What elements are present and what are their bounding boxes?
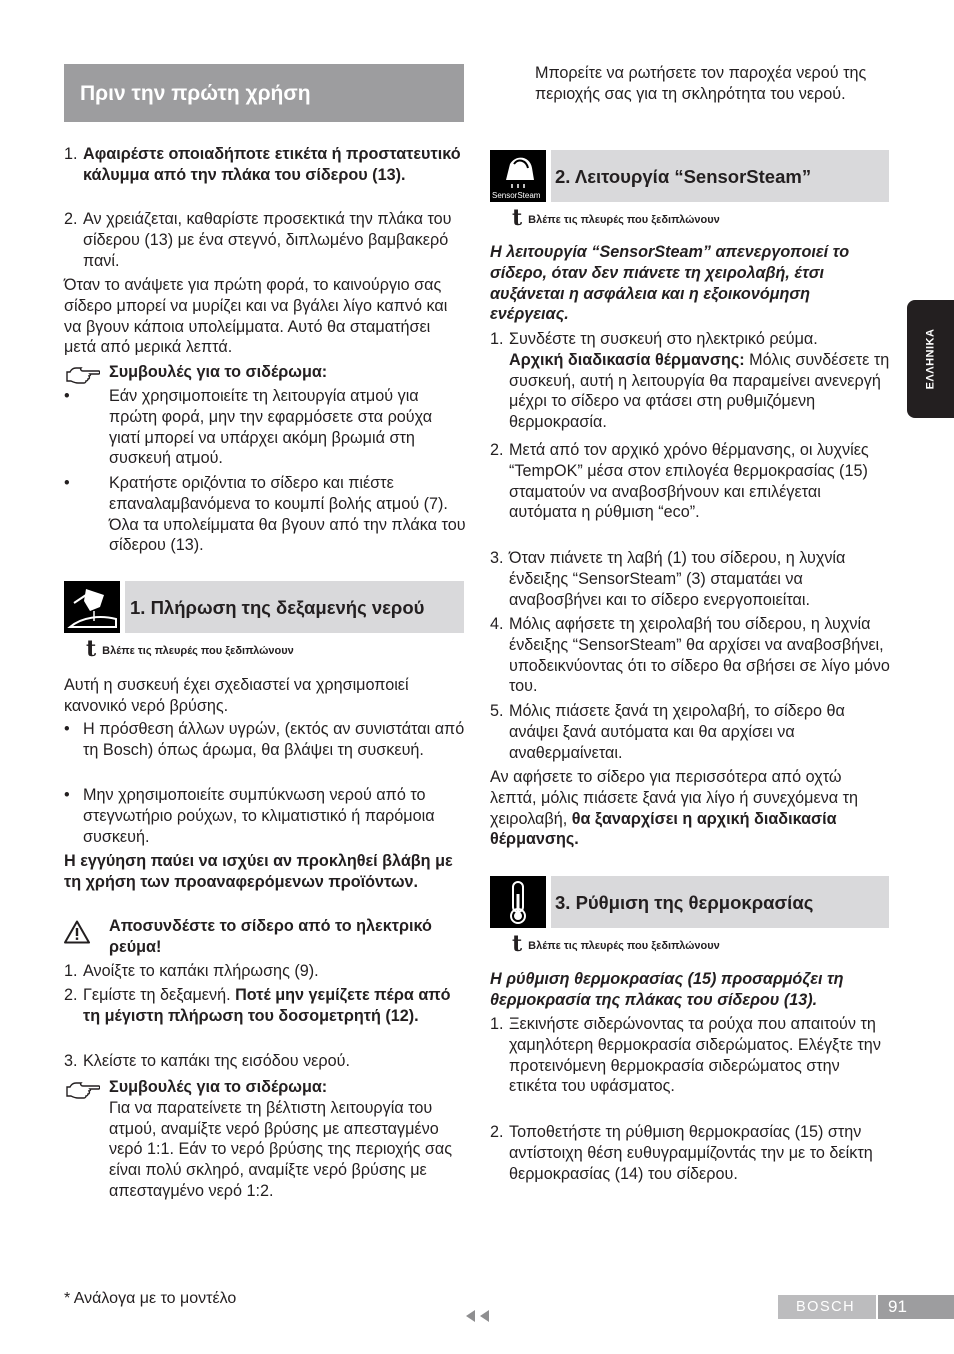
section-1-title: 1. Πλήρωση της δεξαμενής νερού <box>130 597 425 618</box>
sensorsteam-icon <box>490 150 546 202</box>
pointing-hand-icon <box>66 1079 100 1099</box>
fill-step-1: 1. Ανοίξτε το καπάκι πλήρωσης (9). <box>64 962 319 980</box>
fill-step-3: 3. Κλείστε το καπάκι της εισόδου νερού. <box>64 1052 350 1070</box>
footer-page-bar <box>878 1295 954 1319</box>
warning-unplug: Αποσυνδέστε το σίδερο από το ηλεκτρικό ρεύμα! <box>64 916 466 958</box>
foldout-reference-2: t Βλέπε τις πλευρές που ξεδιπλώνουν <box>512 205 720 231</box>
footnote: * Ανάλογα με το μοντέλο <box>64 1290 237 1307</box>
language-tab[interactable] <box>907 300 954 418</box>
intro-paragraph: Όταν το ανάψετε για πρώτη φορά, το καινούργιο σας σίδερο μπορεί να μυρίζει και να βγάλει λίγο καπνό και να βγουν κάποια υπολείμματα. Αυτό θα σταματήσει μετά από μερικά λεπτά. <box>64 276 448 357</box>
tips-2: Συμβουλές για το σιδέρωμα: Για να παρατείνετε τη βέλτιστη λειτουργία του ατμού, αναμίξτε νερό βρύσης με απεσταγμένο νερό 1:1. Εάν το νερό βρύσης της περιοχής σας είναι πολύ σκληρό, αναμίξτε νερό βρύσης με απεσταγμένο νερό 1:2. <box>64 1077 466 1202</box>
fill-step-2: 2. Γεμίστε τη δεξαμενή. Ποτέ μην γεμίζετε πέρα από τη μέγιστη πλήρωση του δοσομετρητή (12). <box>64 986 451 1025</box>
tips-1-bullet-1: • Εάν χρησιμοποιείτε τη λειτουργία ατμού για πρώτη φορά, μην την εφαρμόσετε στα ρούχα γιατί μπορεί να υπάρχει ακόμη βρωμιά στη συσκευή ατμού. <box>64 387 433 468</box>
section-3-title: 3. Ρύθμιση της θερμοκρασίας <box>555 892 814 913</box>
sensor-step-1: 1. Συνδέστε τη συσκευή στο ηλεκτρικό ρεύμα. Αρχική διαδικασία θέρμανσης: Μόλις συνδέσετε τη συσκευή, αυτή η λειτουργία θα παραμείνει ανενεργή μέχρι το σίδερο να φτάσει στη ρυθμιζόμενη θερμοκρασία. <box>490 330 890 432</box>
pointing-hand-icon <box>66 364 100 384</box>
language-tab-label: ΕΛΛΗΝΙΚΑ <box>924 328 937 390</box>
sensorsteam-icon-label: SensorSteam <box>492 191 541 200</box>
foldout-reference-1: t Βλέπε τις πλευρές που ξεδιπλώνουν <box>86 636 294 662</box>
foldout-reference-3: t Βλέπε τις πλευρές που ξεδιπλώνουν <box>512 931 720 957</box>
step-2: 2. Αν χρειάζεται, καθαρίστε προσεκτικά την πλάκα του σίδερου (13) με ένα στεγνό, διπλωμένο βαμβακερό πανί. <box>64 210 452 270</box>
section-1-bullet-1: • Η πρόσθεση άλλων υγρών, (εκτός αν συνιστάται από τη Bosch) όπως άρωμα, θα βλάψει τη συσκευή. <box>64 720 465 759</box>
sensor-paragraph: Αν αφήσετε το σίδερο για περισσότερα από οχτώ λεπτά, μόλις πιάσετε ξανά για λίγο ή συνεχόμενα τη χειρολαβή, θα ξαναρχίσει η αρχική διαδικασία θέρμανσης. <box>490 768 859 849</box>
temp-step-2: 2. Τοποθετήστε τη ρύθμιση θερμοκρασίας (15) στην αντίστοιχη θέση ευθυγραμμίζοντάς την με το δείκτη θερμοκρασίας (14) του σίδερου. <box>490 1123 873 1183</box>
sensor-step-5: 5. Μόλις πιάσετε ξανά τη χειρολαβή, το σίδερο θα ανάψει ξανά αυτόματα και θα αρχίσει να αναθερμαίνεται. <box>490 702 845 762</box>
foldout-icon: t <box>512 205 523 231</box>
sensor-step-2: 2. Μετά από τον αρχικό χρόνο θέρμανσης, οι λυχνίες “TempOK” μέσα στον επιλογέα θερμοκρασίας (15) σταματούν να αναβοσβήνουν και επιλέγεται αυτόματα η ρύθμιση “eco”. <box>490 441 869 522</box>
section-2-lead: Η λειτουργία “SensorSteam” απενεργοποιεί το σίδερο, όταν δεν πιάνετε τη χειρολαβή, έτσι αυξάνεται η ασφάλεια και η εξοικονόμηση ενέργειας. <box>490 243 850 324</box>
section-1-bullet-2: • Μην χρησιμοποιείτε συμπύκνωση νερού από το στεγνωτήριο ρούχων, το κλιματιστικό ή παρόμοια συσκευή. <box>64 786 435 846</box>
page-title: Πριν την πρώτη χρήση <box>80 82 311 105</box>
tips-1: Συμβουλές για το σιδέρωμα: <box>64 362 466 383</box>
page-number: 91 <box>888 1297 907 1316</box>
section-1-paragraph: Αυτή η συσκευή έχει σχεδιαστεί να χρησιμοποιεί κανονικό νερό βρύσης. <box>64 676 409 715</box>
temp-step-1: 1. Ξεκινήστε σιδερώνοντας τα ρούχα που απαιτούν τη χαμηλότερη θερμοκρασία σιδερώματος. Ελέγξτε την προτεινόμενη θερμοκρασία σιδερώματος στην ετικέτα του υφάσματος. <box>490 1015 881 1096</box>
water-fill-icon <box>64 581 120 633</box>
footer-brand-bar <box>778 1295 876 1319</box>
foldout-icon: t <box>86 636 97 662</box>
thermometer-icon <box>490 876 546 928</box>
sensor-step-3: 3. Όταν πιάνετε τη λαβή (1) του σίδερου, η λυχνία ένδειξης “SensorSteam” (3) σταματάει να αναβοσβήνει και το σίδερο ενεργοποιείται. <box>490 549 846 609</box>
section-3-lead: Η ρύθμιση θερμοκρασίας (15) προσαρμόζει τη θερμοκρασία της πλάκας του σίδερου (13). <box>490 970 844 1009</box>
sensor-step-4: 4. Μόλις αφήσετε τη χειρολαβή του σίδερου, η λυχνία ένδειξης “SensorSteam” θα αρχίσει να αναβοσβήνει, υποδεικνύοντας ότι το σίδερο θα σβήσει σε λίγο μόνο του. <box>490 615 890 696</box>
footer-brand: BOSCH <box>796 1299 856 1315</box>
step-1: 1. Αφαιρέστε οποιαδήποτε ετικέτα ή προστατευτικό κάλυμμα από την πλάκα του σίδερου (13). <box>64 145 461 184</box>
warranty-note: Η εγγύηση παύει να ισχύει αν προκληθεί βλάβη με τη χρήση των προαναφερόμενων προϊόντων. <box>64 852 453 891</box>
page-title-bar <box>64 64 464 122</box>
page-nav-arrows[interactable] <box>464 1308 492 1324</box>
foldout-icon: t <box>512 931 523 957</box>
double-left-arrow-icon <box>464 1308 492 1324</box>
section-2-title: 2. Λειτουργία “SensorSteam” <box>555 166 812 187</box>
warning-icon <box>64 920 90 944</box>
right-intro: Μπορείτε να ρωτήσετε τον παροχέα νερού της περιοχής σας για τη σκληρότητα του νερού. <box>535 64 867 103</box>
tips-1-bullet-2: • Κρατήστε οριζόντια το σίδερο και πιέστε επαναλαμβανόμενα το κουμπί βολής ατμού (7). Όλα τα υπολείμματα θα βγουν από την πλάκα του σίδερου (13). <box>64 474 466 555</box>
